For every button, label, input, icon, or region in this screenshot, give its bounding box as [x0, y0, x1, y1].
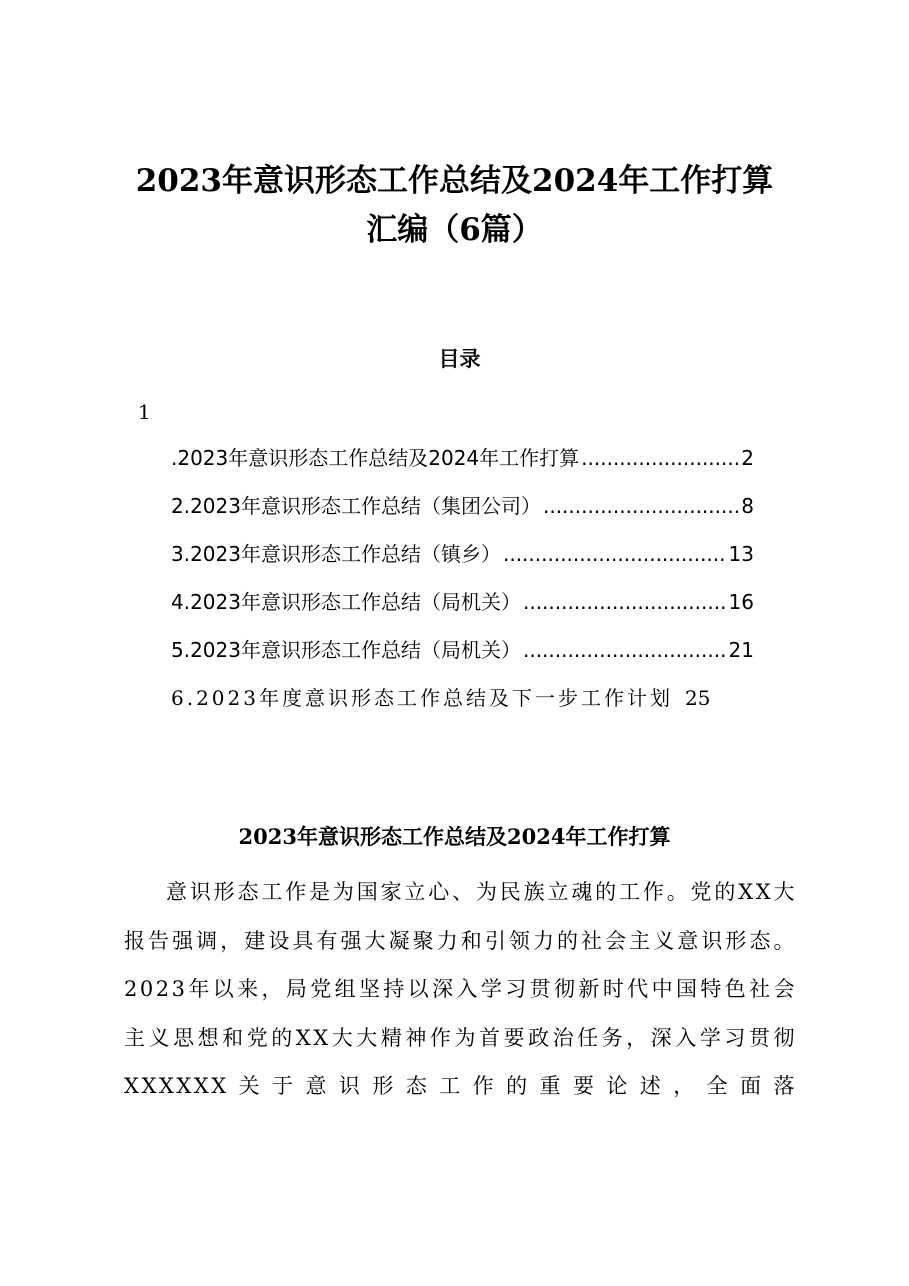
- section-title: 2023年意识形态工作总结及2024年工作打算: [238, 824, 671, 849]
- toc-heading: 目录: [438, 346, 481, 371]
- toc-entry-text: 6.2023年度意识形态工作总结及下一步工作计划: [171, 686, 673, 710]
- body-paragraph: 意识形态工作是为国家立心、为民族立魂的工作。党的XX大报告强调，建设具有强大凝聚力和引领力的社会主义意识形态。2023年以来，局党组坚持以深入学习贯彻新时代中国特色社会主义思想和党的XX大大精神作为首要政治任务，深入学习贯彻XXXXXX关于意识形态工作的重要论述，全面落: [124, 880, 797, 1098]
- toc-leader-dots: [503, 536, 727, 572]
- toc-entry-text: 2.2023年意识形态工作总结（集团公司）: [171, 494, 541, 518]
- toc-entry-page: 13: [728, 542, 754, 566]
- toc-leader-dots: [523, 632, 727, 668]
- toc-entry-text: 3.2023年意识形态工作总结（镇乡）: [171, 542, 501, 566]
- toc-entry-text: 4.2023年意识形态工作总结（局机关）: [171, 590, 521, 614]
- table-of-contents: [171, 440, 754, 680]
- toc-leader-dots: [581, 440, 739, 476]
- toc-entry-5[interactable]: [171, 632, 754, 680]
- toc-entry-page: 25: [684, 686, 711, 710]
- toc-entry-page: 2: [741, 446, 754, 470]
- toc-leader-dots: [523, 584, 727, 620]
- document-title-line-2: 汇编（6篇）: [366, 212, 543, 248]
- toc-entry-page: 8: [741, 494, 754, 518]
- toc-leader-dots: [543, 488, 739, 524]
- toc-entry-text: 5.2023年意识形态工作总结（局机关）: [171, 638, 521, 662]
- document-title-line-1: 2023年意识形态工作总结及2024年工作打算: [135, 163, 774, 199]
- toc-stray-number: 1: [138, 400, 151, 424]
- toc-entry-3[interactable]: [171, 536, 754, 584]
- toc-entry-page: 16: [728, 590, 754, 614]
- toc-entry-page: 21: [728, 638, 754, 662]
- toc-entry-4[interactable]: [171, 584, 754, 632]
- toc-entry-6[interactable]: [171, 680, 710, 716]
- toc-entry-text: .2023年意识形态工作总结及2024年工作打算: [171, 446, 580, 470]
- toc-entry-1[interactable]: [171, 440, 754, 488]
- toc-entry-2[interactable]: [171, 488, 754, 536]
